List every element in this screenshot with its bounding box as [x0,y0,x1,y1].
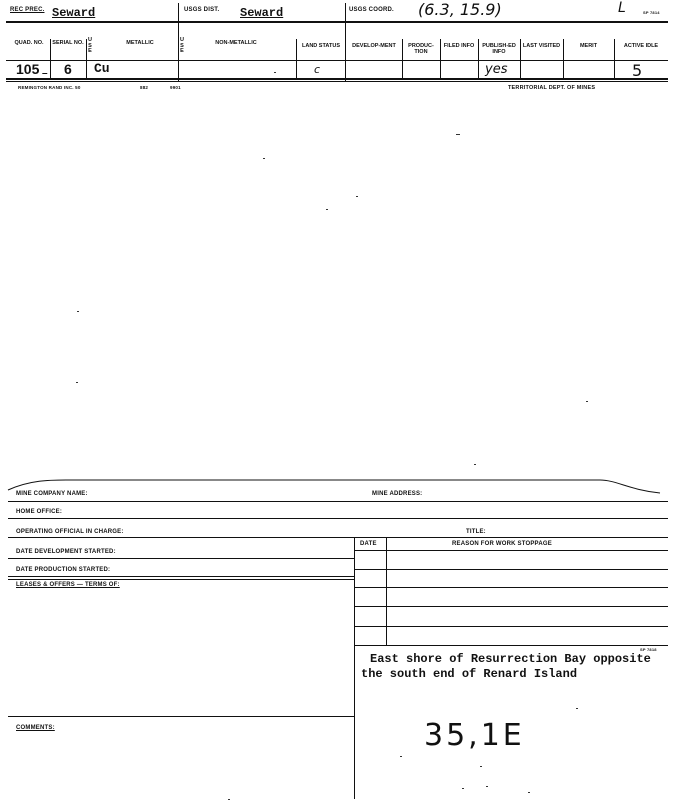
printer-mark: REMINGTON RAND INC. 50 [18,85,81,90]
usgs-dist-label: USGS DIST. [184,7,220,13]
handwritten-coordinate: 35,1E [424,718,525,753]
date-dev-started-label: DATE DEVELOPMENT STARTED: [16,549,116,555]
home-office-label: HOME OFFICE: [16,509,63,515]
date-prod-started-label: DATE PRODUCTION STARTED: [16,567,111,573]
title-label: TITLE: [466,529,486,535]
col-quad-no: QUAD. NO. [14,40,44,46]
usgs-coord-value: (6.3, 15.9) [418,0,502,19]
rec-prec-value: Seward [52,6,96,20]
col-last-visited: LAST VISITED [522,43,561,49]
record-dash: – [42,68,48,79]
col-use-nonmetallic: U S E [180,37,184,54]
col-serial-no: SERIAL NO. [52,40,84,46]
record-serial: 6 [64,61,72,77]
usgs-dist-value: Seward [240,6,284,20]
col-active-idle: ACTIVE IDLE [623,43,659,49]
col-merit: MERIT [579,43,598,49]
leases-label: LEASES & OFFERS — TERMS OF: [16,582,120,588]
mine-address-label: MINE ADDRESS: [372,491,423,497]
printer-code-1: 882 [140,85,149,90]
form-curve-line [0,476,678,498]
record-metallic: Cu [94,61,110,76]
rec-prec-label: REC PREC. [10,7,45,13]
col-land-status: LAND STATUS [302,43,340,49]
location-line-1: East shore of Resurrection Bay opposite [370,652,651,666]
col-published-info: PUBLISH-ED INFO [482,43,516,55]
mine-company-name-label: MINE COMPANY NAME: [16,491,88,497]
dept-name: TERRITORIAL DEPT. OF MINES [508,85,596,91]
col-metallic: METALLIC [126,40,154,46]
col-production: PRODUC-TION [408,43,434,55]
corner-mark: L [618,0,626,16]
form-number-top: SP 7814 [643,10,660,15]
form-number-bottom: SP 7818 [640,647,657,652]
usgs-coord-label: USGS COORD. [349,7,394,13]
col-non-metallic: NON-METALLIC [215,40,257,46]
date-header: DATE [360,541,377,547]
record-quad: 105 [16,61,40,77]
col-filed-info: FILED INFO [443,43,475,49]
col-use-metallic: U S E [88,37,92,54]
printer-code-2: 9901 [170,85,181,90]
operating-official-label: OPERATING OFFICIAL IN CHARGE: [16,529,124,535]
record-published: yes [485,62,508,77]
col-development: DEVELOP-MENT [352,43,396,49]
record-land-status: c [314,63,321,76]
comments-label: COMMENTS: [16,725,55,731]
location-line-2: the south end of Renard Island [361,667,578,681]
record-active-idle: 5 [632,61,643,80]
reason-header: REASON FOR WORK STOPPAGE [452,541,552,547]
